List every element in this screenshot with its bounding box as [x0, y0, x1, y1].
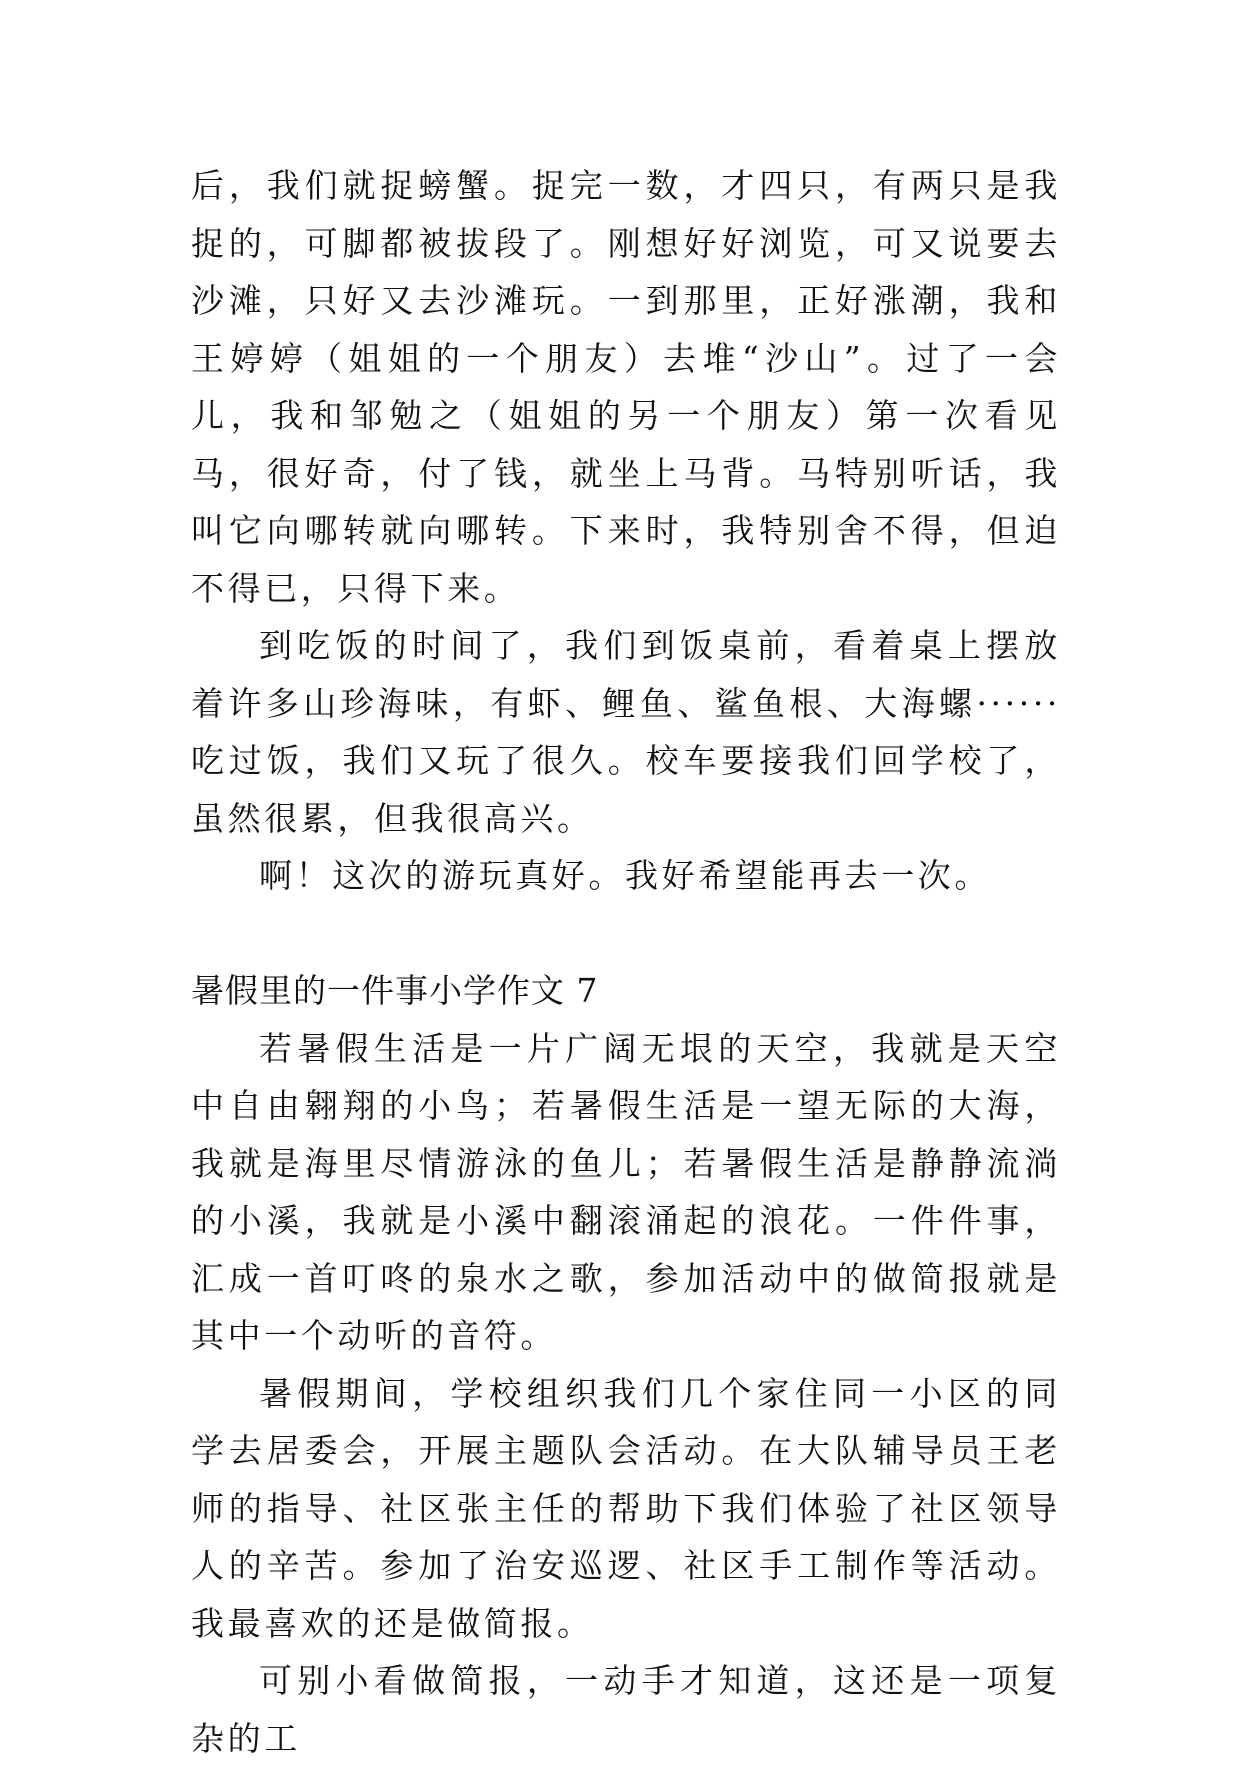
paragraph-continued: 后，我们就捉螃蟹。捉完一数，才四只，有两只是我捉的，可脚都被拔段了。刚想好好浏览，可又说要去沙滩，只好又去沙滩玩。一到那里，正好涨潮，我和王婷婷（姐姐的一个朋友）去堆“沙山”。过了一会儿，我和邹勉之（姐姐的另一个朋友）第一次看见马，很好奇，付了钱，就坐上马背。马特别听话，我叫它向哪转就向哪转。下来时，我特别舍不得，但迫不得已，只得下来。 [191, 166, 1061, 608]
section-heading: 暑假里的一件事小学作文 7 [191, 971, 599, 1010]
paragraph: 可别小看做简报，一动手才知道，这还是一项复杂的工 [191, 1661, 1061, 1758]
paragraph: 啊！这次的游玩真好。我好希望能再去一次。 [259, 856, 991, 895]
document-body [191, 157, 1061, 1767]
paragraph: 到吃饭的时间了，我们到饭桌前，看着桌上摆放着许多山珍海味，有虾、鲤鱼、鲨鱼根、大海螺······吃过饭，我们又玩了很久。校车要接我们回学校了，虽然很累，但我很高兴。 [191, 626, 1061, 838]
paragraph: 暑假期间，学校组织我们几个家住同一小区的同学去居委会，开展主题队会活动。在大队辅导员王老师的指导、社区张主任的帮助下我们体验了社区领导人的辛苦。参加了治安巡逻、社区手工制作等活动。我最喜欢的还是做简报。 [191, 1373, 1061, 1643]
paragraph: 若暑假生活是一片广阔无垠的天空，我就是天空中自由翱翔的小鸟；若暑假生活是一望无际的大海，我就是海里尽情游泳的鱼儿；若暑假生活是静静流淌的小溪，我就是小溪中翻滚涌起的浪花。一件件事，汇成一首叮咚的泉水之歌，参加活动中的做简报就是其中一个动听的音符。 [191, 1028, 1061, 1355]
